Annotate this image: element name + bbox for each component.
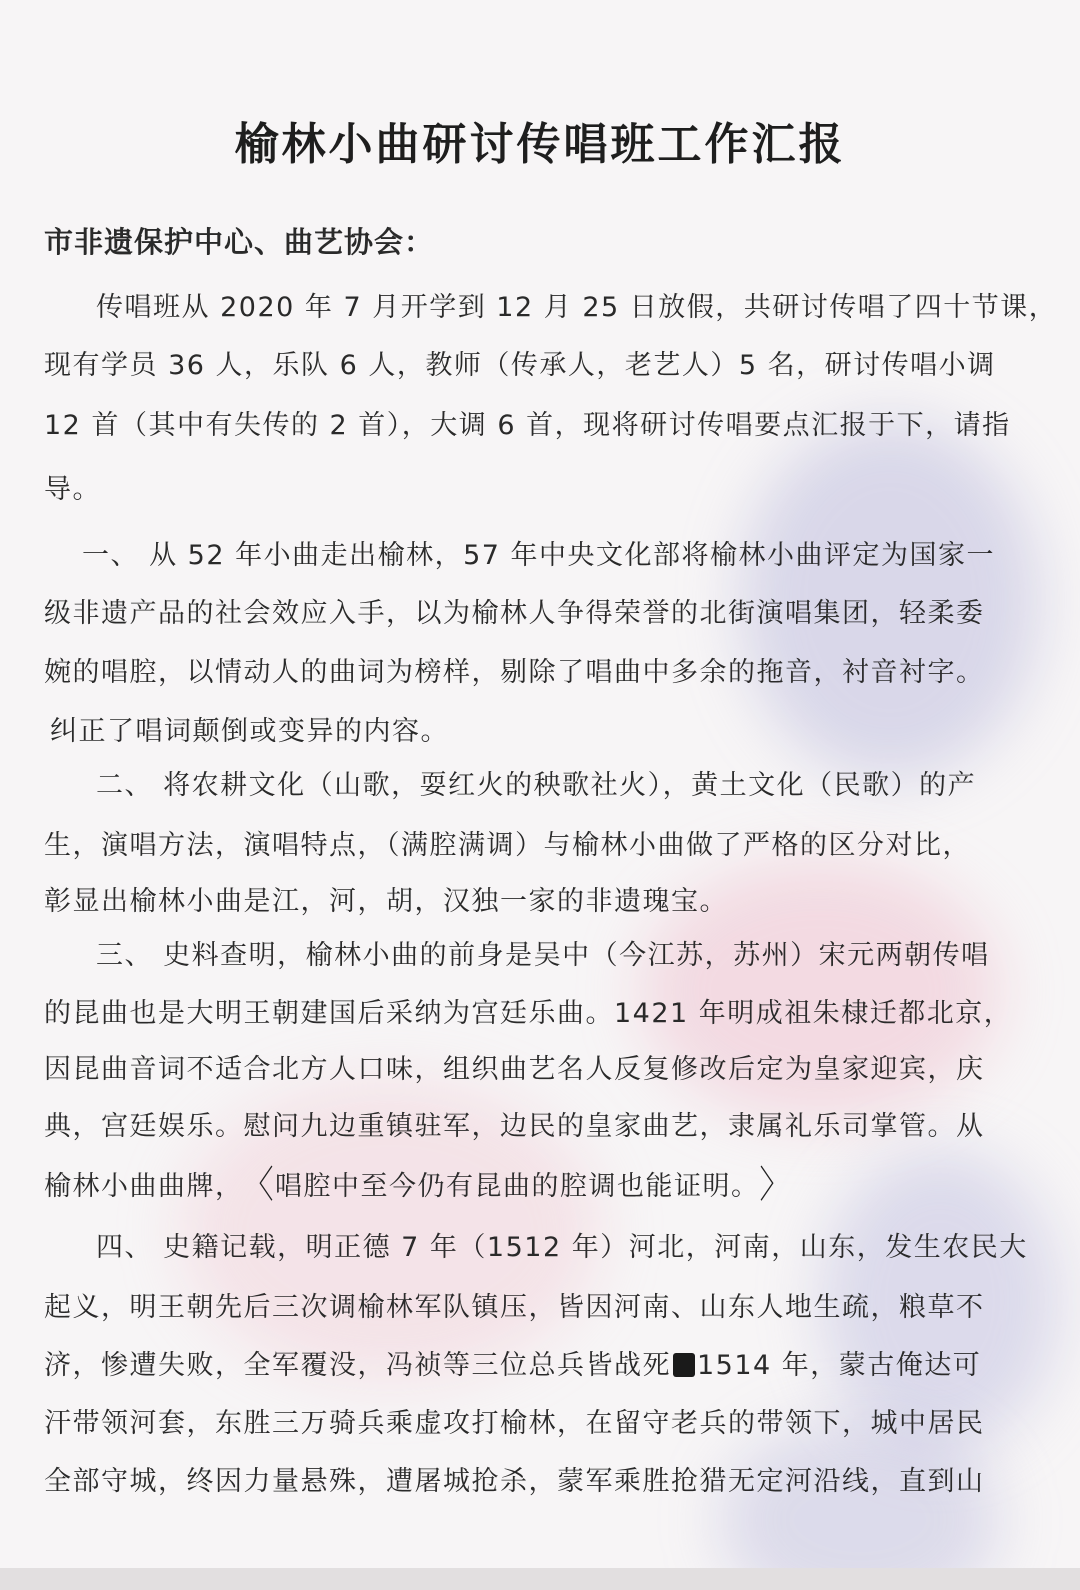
body-text-fragment: 榆林小曲曲牌， [44,1171,244,1202]
body-line: 彰显出榆林小曲是江，河，胡，汉独一家的非遗瑰宝。 [44,886,728,917]
body-line: 纠正了唱词颠倒或变异的内容。 [50,716,449,747]
body-line: 级非遗产品的社会效应入手，以为榆林人争得荣誉的北街演唱集团，轻柔委 [44,598,985,629]
ink-blot-mark [673,1353,695,1377]
body-line: 导。 [44,474,101,505]
body-line: 起义，明王朝先后三次调榆林军队镇压，皆因河南、山东人地生疏，粮草不 [44,1292,985,1323]
body-line: 汗带领河套，东胜三万骑兵乘虚攻打榆林，在留守老兵的带领下，城中居民 [44,1408,985,1439]
section-4-line: 四、 史籍记载，明正德 7 年（1512 年）河北，河南，山东，发生农民大 [96,1232,1028,1263]
body-text-fragment: 1514 年，蒙古俺达可 [697,1350,982,1381]
body-line-with-ink-mark [44,1350,1044,1382]
body-line: 现有学员 36 人，乐队 6 人，教师（传承人，老艺人）5 名，研讨传唱小调 [44,350,996,381]
body-line: 12 首（其中有失传的 2 首），大调 6 首，现将研讨传唱要点汇报于下，请指 [44,410,1011,441]
salutation: 市非遗保护中心、曲艺协会： [44,225,435,259]
document-title: 榆林小曲研讨传唱班工作汇报 [234,119,846,170]
section-1-line: 一、 从 52 年小曲走出榆林，57 年中央文化部将榆林小曲评定为国家一 [82,540,996,571]
body-text-fragment: 唱腔中至今仍有昆曲的腔调也能证明。 [275,1171,760,1202]
body-line: 婉的唱腔，以情动人的曲词为榜样，剔除了唱曲中多余的拖音，衬音衬字。 [44,657,985,688]
section-3-line: 三、 史料查明，榆林小曲的前身是吴中（今江苏，苏州）宋元两朝传唱 [96,940,990,971]
body-line: 全部守城，终因力量悬殊，遭屠城抢杀，蒙军乘胜抢猎无定河沿线，直到山 [44,1466,985,1497]
handwritten-close-bracket: 〉 [759,1163,791,1208]
section-2-line: 二、 将农耕文化（山歌，耍红火的秧歌社火），黄土文化（民歌）的产 [96,770,977,801]
handwritten-open-bracket: 〈 [243,1163,275,1208]
body-line-with-brackets [44,1163,1044,1208]
body-line: 的昆曲也是大明王朝建国后采纳为宫廷乐曲。1421 年明成祖朱棣迁都北京， [44,998,1013,1029]
body-line: 生，演唱方法，演唱特点，（满腔满调）与榆林小曲做了严格的区分对比， [44,830,971,861]
body-line: 因昆曲音词不适合北方人口味，组织曲艺名人反复修改后定为皇家迎宾，庆 [44,1054,985,1085]
body-text-fragment: 济，惨遭失败，全军覆没，冯祯等三位总兵皆战死 [44,1350,671,1381]
body-line: 传唱班从 2020 年 7 月开学到 12 月 25 日放假，共研讨传唱了四十节课， [96,292,1058,323]
body-line: 典，宫廷娱乐。慰问九边重镇驻军，边民的皇家曲艺，隶属礼乐司掌管。从 [44,1111,985,1142]
